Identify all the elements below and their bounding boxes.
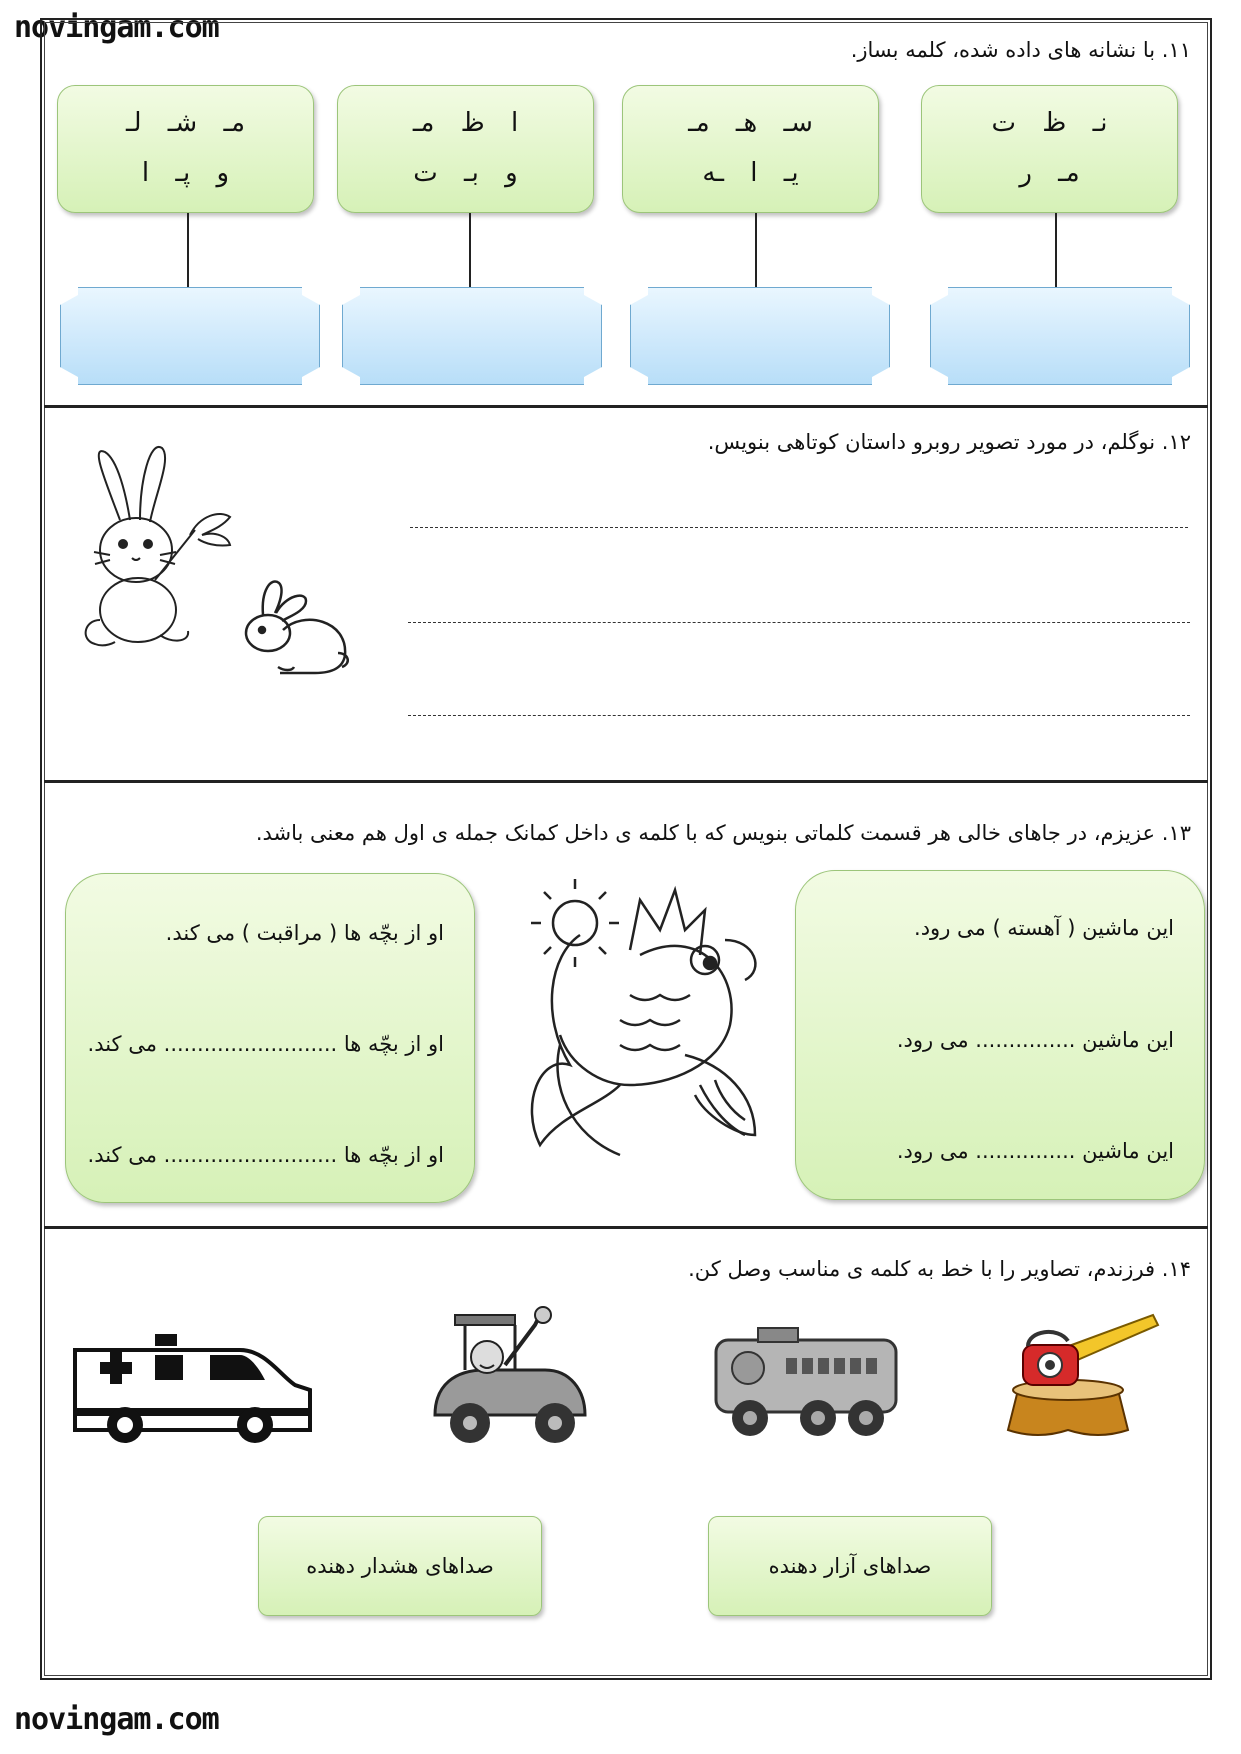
q12-writing-line-1[interactable] xyxy=(410,527,1188,528)
q11-letter-box-1 xyxy=(921,85,1178,213)
q11-box-2-line2: یـ ا ـه xyxy=(702,158,799,188)
q11-box-2-line1: سـ هـ مـ xyxy=(688,108,813,138)
q13-right-sentence-3[interactable]: این ماشین ............... می رود. xyxy=(896,1139,1174,1163)
q11-connector-1 xyxy=(1055,213,1057,289)
q11-box-3-line2: و بـ ت xyxy=(413,158,518,188)
q11-letter-box-4 xyxy=(57,85,314,213)
q14-label-annoying-sounds-text: صداهای آزار دهنده xyxy=(768,1554,932,1578)
q11-answer-box-4[interactable] xyxy=(60,287,320,385)
q11-box-4-line1: مـ شـ لـ xyxy=(125,108,245,138)
watermark-top: novingam.com xyxy=(14,10,219,45)
q11-connector-3 xyxy=(469,213,471,289)
q13-title: ۱۳. عزیزم، در جاهای خالی هر قسمت کلماتی بنویس که با کلمه ی داخل کمانک جمله ی اول هم معنی باشد. xyxy=(255,821,1191,845)
q14-label-annoying-sounds[interactable] xyxy=(708,1516,992,1616)
q11-box-4-line2: و پـ ا xyxy=(141,158,230,188)
q14-label-warning-sounds[interactable] xyxy=(258,1516,542,1616)
q13-left-sentence-1: او از بچّه ها ( مراقبت ) می کند. xyxy=(165,921,444,945)
q11-box-1-line1: نـ ظ ت xyxy=(991,108,1108,138)
q13-right-sentence-1: این ماشین ( آهسته ) می رود. xyxy=(914,916,1174,940)
q12-writing-line-3[interactable] xyxy=(408,715,1190,716)
angry-driver-car-icon xyxy=(425,1305,595,1450)
section-divider-1 xyxy=(44,405,1208,408)
q13-right-box xyxy=(795,870,1205,1200)
chainsaw-icon xyxy=(988,1310,1163,1450)
q11-answer-box-1[interactable] xyxy=(930,287,1190,385)
q11-title: ۱۱. با نشانه های داده شده، کلمه بساز. xyxy=(850,38,1191,62)
q11-answer-box-3[interactable] xyxy=(342,287,602,385)
rabbit-with-carrot-icon xyxy=(60,440,240,650)
fire-truck-icon xyxy=(708,1320,903,1440)
q14-title: ۱۴. فرزندم، تصاویر را با خط به کلمه ی مناسب وصل کن. xyxy=(688,1257,1191,1281)
q11-connector-2 xyxy=(755,213,757,289)
q11-answer-box-2[interactable] xyxy=(630,287,890,385)
ambulance-icon xyxy=(70,1330,315,1445)
fish-with-crown-icon xyxy=(500,875,790,1175)
q12-title: ۱۲. نوگلم، در مورد تصویر روبرو داستان کوتاهی بنویس. xyxy=(707,430,1191,454)
watermark-bottom: novingam.com xyxy=(14,1702,219,1737)
q11-box-3-line1: ا ظ مـ xyxy=(412,108,519,138)
q11-letter-box-2 xyxy=(622,85,879,213)
q13-left-box xyxy=(65,873,475,1203)
section-divider-3 xyxy=(44,1226,1208,1229)
q11-letter-box-3 xyxy=(337,85,594,213)
q11-box-1-line2: مـ ر xyxy=(1019,158,1080,188)
section-divider-2 xyxy=(44,780,1208,783)
q14-label-warning-sounds-text: صداهای هشدار دهنده xyxy=(306,1554,494,1578)
q13-right-sentence-2[interactable]: این ماشین ............... می رود. xyxy=(896,1028,1174,1052)
q13-left-sentence-3[interactable]: او از بچّه ها .......................... می کند. xyxy=(87,1143,444,1167)
small-rabbit-icon xyxy=(238,575,358,675)
q12-writing-line-2[interactable] xyxy=(408,622,1190,623)
q11-connector-4 xyxy=(187,213,189,289)
q13-left-sentence-2[interactable]: او از بچّه ها .......................... می کند. xyxy=(87,1032,444,1056)
